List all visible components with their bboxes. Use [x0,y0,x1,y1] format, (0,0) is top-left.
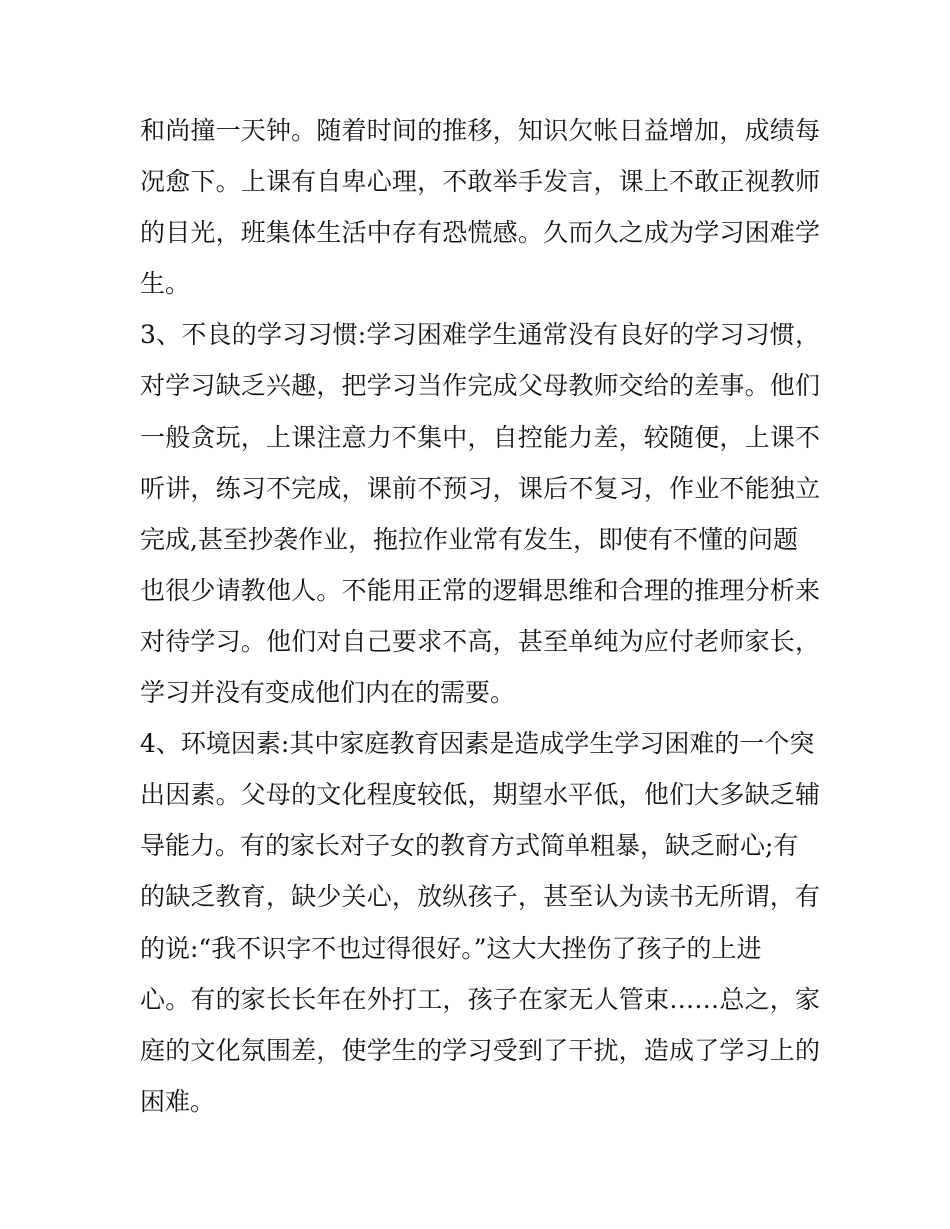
text-line: 导能力。有的家长对子女的教育方式简单粗暴，缺乏耐心;有 [140,831,799,861]
text-line: 况愈下。上课有自卑心理，不敢举手发言，课上不敢正视教师 [140,167,820,197]
text-line: 的目光，班集体生活中存有恐慌感。久而久之成为学习困难学 [140,218,820,248]
text-line: 一般贪玩，上课注意力不集中，自控能力差，较随便，上课不 [140,422,820,452]
text-line: 对学习缺乏兴趣，把学习当作完成父母教师交给的差事。他们 [140,371,820,401]
text-line: 困难。 [140,1086,216,1116]
body-text [140,108,820,1130]
text-line: 对待学习。他们对自己要求不高，甚至单纯为应付老师家长， [140,626,820,656]
text-line: 生。 [140,269,191,299]
text-line: 出因素。父母的文化程度较低，期望水平低，他们大多缺乏辅 [140,780,820,810]
text-line: 庭的文化氛围差，使学生的学习受到了干扰，造成了学习上的 [140,1035,820,1065]
text-line: 和尚撞一天钟。随着时间的推移，知识欠帐日益增加，成绩每 [140,116,820,145]
text-line: 4、环境因素:其中家庭教育因素是造成学生学习困难的一个突 [140,729,815,759]
text-line: 心。有的家长长年在外打工，孩子在家无人管束……总之，家 [140,984,820,1014]
text-line: 完成,甚至抄袭作业，拖拉作业常有发生，即使有不懂的问题 [140,524,798,554]
text-line: 的说:“我不识字不也过得很好。”这大大挫伤了孩子的上进 [140,933,762,963]
text-line: 的缺乏教育，缺少关心，放纵孩子，甚至认为读书无所谓，有 [140,882,820,912]
text-line: 也很少请教他人。不能用正常的逻辑思维和合理的推理分析来 [140,575,820,605]
text-line: 3、不良的学习习惯:学习困难学生通常没有良好的学习习惯， [140,320,820,350]
text-line: 学习并没有变成他们内在的需要。 [140,678,516,708]
text-line: 听讲，练习不完成，课前不预习，课后不复习，作业不能独立 [140,473,820,503]
